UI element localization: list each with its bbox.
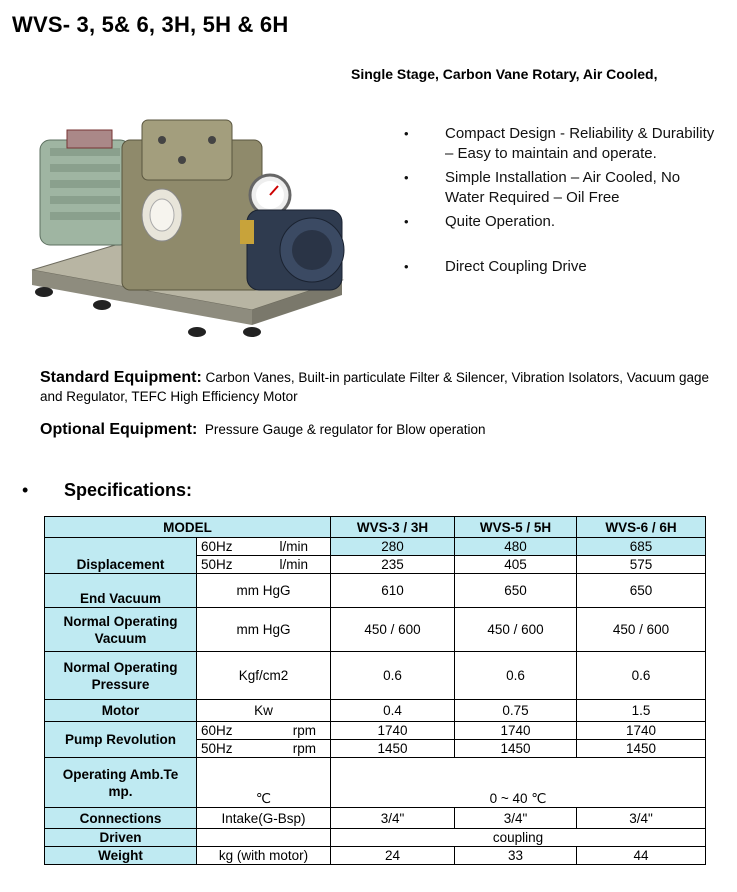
- feature-list: [400, 124, 720, 281]
- optional-equipment-label: Optional Equipment:: [40, 421, 198, 438]
- specifications-table: [44, 516, 706, 865]
- standard-equipment: [40, 368, 720, 406]
- table-row: Weight kg (with motor) 24 33 44: [45, 847, 706, 865]
- specifications-heading: • Specifications:: [22, 480, 193, 500]
- page-title: WVS- 3, 5& 6, 3H, 5H & 6H: [12, 12, 289, 37]
- table-row: Displacement 60Hz l/min 280 480 685: [45, 538, 706, 556]
- bullet-icon: •: [404, 170, 409, 185]
- motor-label: Motor: [45, 700, 197, 722]
- optional-equipment-text: Pressure Gauge & regulator for Blow operation: [204, 422, 486, 437]
- model-col-header: WVS-5 / 5H: [455, 517, 577, 538]
- standard-equipment-text: Carbon Vanes, Built-in particulate Filter & Silencer, Vibration Isolators, Vacuum gage and Regulator, TEFC High Efficiency Motor: [40, 370, 710, 404]
- model-col-header: WVS-6 / 6H: [577, 517, 706, 538]
- optional-equipment: [40, 420, 720, 439]
- feature-item: • Direct Coupling Drive: [404, 258, 587, 275]
- vacuum-pump-image: [22, 100, 352, 345]
- model-col-header: WVS-3 / 3H: [331, 517, 455, 538]
- connections-label: Connections: [45, 808, 197, 829]
- pump-revolution-label: Pump Revolution: [45, 722, 197, 758]
- weight-label: Weight: [45, 847, 197, 865]
- feature-item: • Quite Operation.: [404, 213, 556, 230]
- table-row: 50Hz l/min 235 405 575: [45, 556, 706, 574]
- normal-pressure-label: Normal Operating Pressure: [45, 652, 197, 700]
- displacement-label: Displacement: [45, 538, 197, 574]
- table-row: 50Hz rpm 1450 1450 1450: [45, 740, 706, 758]
- table-row: Normal Operating Pressure Kgf/cm2 0.6 0.6 0.6: [45, 652, 706, 700]
- table-row: End Vacuum mm HgG 610 650 650: [45, 574, 706, 608]
- normal-vacuum-label: Normal Operating Vacuum: [45, 608, 197, 652]
- table-row: Normal Operating Vacuum mm HgG 450 / 600 450 / 600 450 / 600: [45, 608, 706, 652]
- end-vacuum-label: End Vacuum: [45, 574, 197, 608]
- driven-label: Driven: [45, 829, 197, 847]
- standard-equipment-label: Standard Equipment:: [40, 369, 202, 386]
- amb-temp-label: Operating Amb.Te mp.: [45, 758, 197, 808]
- feature-item: • Simple Installation – Air Cooled, No Water Required – Oil Free: [404, 169, 681, 206]
- bullet-icon: •: [22, 480, 29, 500]
- table-row: Driven coupling: [45, 829, 706, 847]
- table-row: Motor Kw 0.4 0.75 1.5: [45, 700, 706, 722]
- table-row: Operating Amb.Te mp. ℃ 0 ~ 40 ℃: [45, 758, 706, 808]
- model-header: MODEL: [45, 517, 331, 538]
- table-header-row: [45, 517, 706, 538]
- bullet-icon: •: [404, 126, 409, 141]
- table-row: Pump Revolution 60Hz rpm 1740 1740 1740: [45, 722, 706, 740]
- feature-item: • Compact Design - Reliability & Durability – Easy to maintain and operate.: [404, 125, 715, 162]
- table-row: Connections Intake(G-Bsp) 3/4" 3/4" 3/4": [45, 808, 706, 829]
- bullet-icon: •: [404, 259, 409, 274]
- product-subtitle: Single Stage, Carbon Vane Rotary, Air Cooled,: [351, 66, 658, 82]
- bullet-icon: •: [404, 214, 409, 229]
